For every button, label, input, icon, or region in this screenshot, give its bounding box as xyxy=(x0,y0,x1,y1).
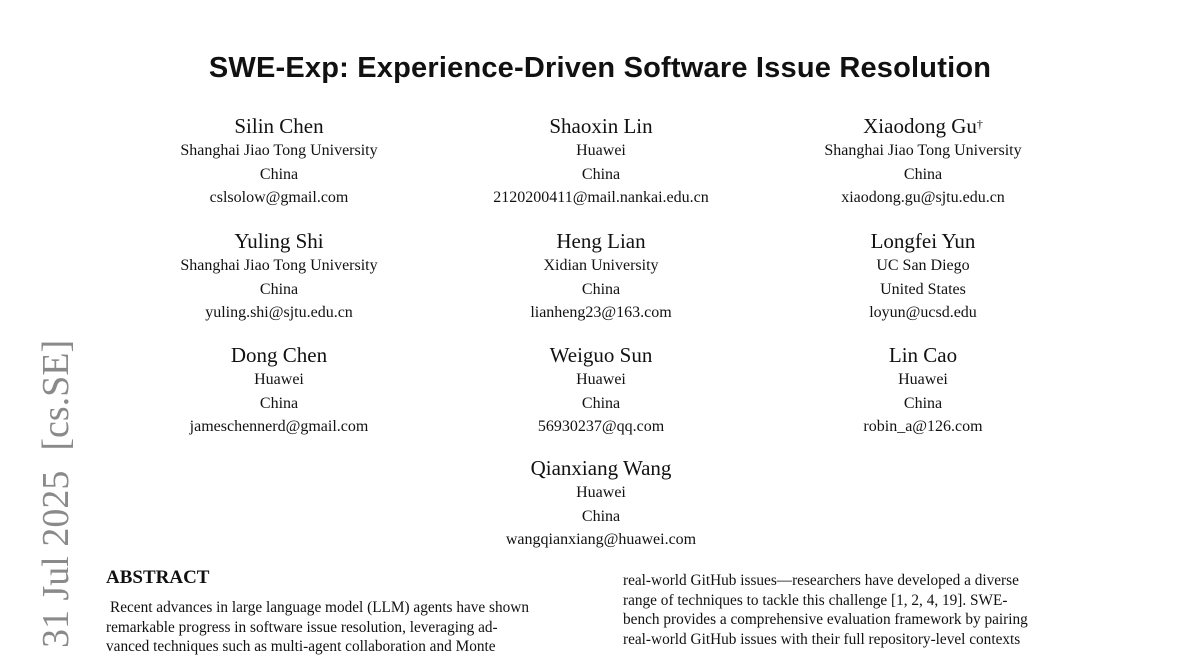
author-name: Xiaodong Gu xyxy=(863,114,977,138)
text-line: real-world GitHub issues with their full repository-level contexts xyxy=(623,630,1021,648)
author-block xyxy=(743,113,1103,210)
author-block xyxy=(421,113,781,210)
author-country: China xyxy=(581,280,621,298)
author-country: United States xyxy=(880,280,966,298)
text-line: remarkable progress in software issue resolution, leveraging ad- xyxy=(106,618,498,636)
author-block xyxy=(421,455,781,552)
text-line: vanced techniques such as multi-agent collaboration and Monte xyxy=(106,638,496,655)
author-name: Shaoxin Lin xyxy=(549,114,653,138)
arxiv-category: [cs.SE] xyxy=(35,339,77,451)
paper-title: SWE-Exp: Experience-Driven Software Issue Resolution xyxy=(208,52,992,84)
author-name: Longfei Yun xyxy=(870,229,976,253)
author-affiliation: Xidian University xyxy=(543,257,659,274)
author-email[interactable]: wangqianxiang@huawei.com xyxy=(505,531,697,548)
author-block xyxy=(99,113,459,210)
author-affiliation: Huawei xyxy=(576,371,626,388)
author-block xyxy=(421,342,781,439)
text-line: real-world GitHub issues—researchers have developed a diverse xyxy=(623,572,1019,589)
author-name: Qianxiang Wang xyxy=(530,456,672,480)
author-affiliation: Shanghai Jiao Tong University xyxy=(180,257,378,274)
arxiv-stamp xyxy=(26,288,86,648)
author-email[interactable]: xiaodong.gu@sjtu.edu.cn xyxy=(841,189,1005,206)
author-email[interactable]: lianheng23@163.com xyxy=(530,304,672,321)
author-country: China xyxy=(581,165,621,183)
author-affiliation: Huawei xyxy=(254,371,304,388)
author-block xyxy=(99,342,459,439)
author-country: China xyxy=(259,165,299,183)
author-name: Lin Cao xyxy=(888,343,958,367)
author-email[interactable]: yuling.shi@sjtu.edu.cn xyxy=(205,304,353,321)
author-name: Weiguo Sun xyxy=(549,343,653,367)
author-email[interactable]: loyun@ucsd.edu xyxy=(869,304,977,321)
author-email[interactable]: jameschennerd@gmail.com xyxy=(189,418,369,435)
author-email[interactable]: cslsolow@gmail.com xyxy=(209,189,349,206)
arxiv-date: 31 Jul 2025 xyxy=(35,470,77,648)
author-affiliation: Huawei xyxy=(576,142,626,159)
author-country: China xyxy=(581,507,621,525)
author-email[interactable]: 56930237@qq.com xyxy=(537,418,665,435)
abstract-right-column xyxy=(623,571,1097,649)
text-line: bench provides a comprehensive evaluation framework by pairing xyxy=(623,611,1028,628)
author-block xyxy=(99,228,459,325)
author-name: Dong Chen xyxy=(230,343,328,367)
author-country: China xyxy=(903,394,943,412)
abstract-heading: ABSTRACT xyxy=(106,567,210,588)
author-affiliation: Huawei xyxy=(898,371,948,388)
author-email[interactable]: 2120200411@mail.nankai.edu.cn xyxy=(493,189,709,206)
author-country: China xyxy=(903,165,943,183)
author-email[interactable]: robin_a@126.com xyxy=(863,418,983,435)
author-country: China xyxy=(259,394,299,412)
corresponding-author-mark: † xyxy=(976,117,983,131)
author-block xyxy=(421,228,781,325)
author-affiliation: Shanghai Jiao Tong University xyxy=(180,142,378,159)
author-affiliation: Huawei xyxy=(576,484,626,501)
author-name: Heng Lian xyxy=(556,229,646,253)
author-affiliation: UC San Diego xyxy=(876,257,970,274)
text-line: range of techniques to tackle this challenge [1, 2, 4, 19]. SWE- xyxy=(623,591,1008,609)
author-country: China xyxy=(581,394,621,412)
author-name-row xyxy=(743,113,1103,139)
text-line: Recent advances in large language model (LLM) agents have shown xyxy=(110,599,529,616)
author-block xyxy=(743,228,1103,325)
author-block xyxy=(743,342,1103,439)
author-country: China xyxy=(259,280,299,298)
author-name: Silin Chen xyxy=(234,114,324,138)
author-name: Yuling Shi xyxy=(234,229,324,253)
author-affiliation: Shanghai Jiao Tong University xyxy=(824,142,1022,159)
